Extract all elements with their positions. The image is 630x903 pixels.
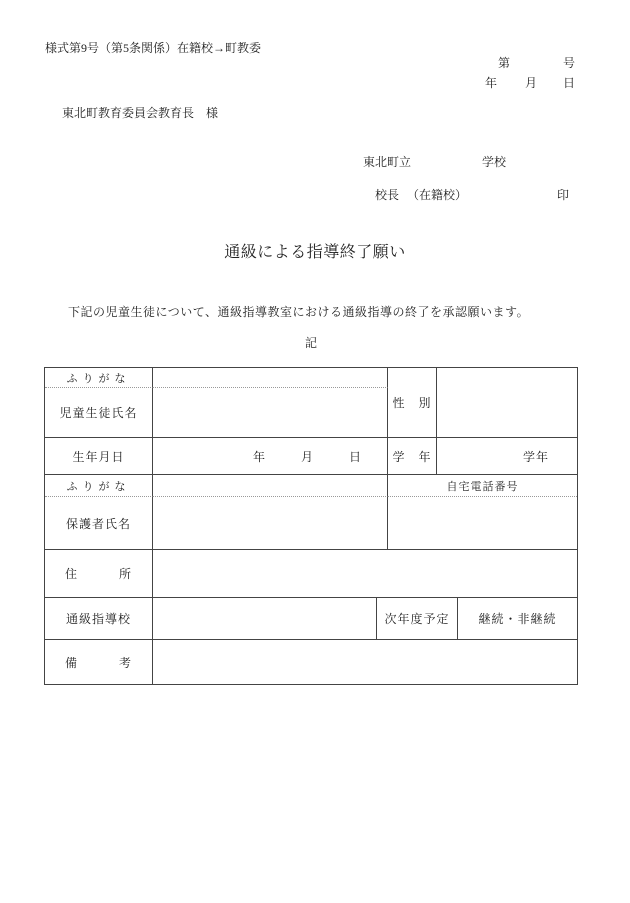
gender-value-cell: [437, 368, 577, 438]
remarks-value-cell: [153, 640, 577, 684]
enrolled-school-note: （在籍校）: [407, 188, 468, 202]
furigana2-label: ふりがな: [45, 475, 153, 497]
birth-day-label: 日: [348, 449, 361, 464]
next-year-options: 継続・非継続: [458, 598, 577, 640]
date-day-label: 日: [563, 76, 576, 90]
furigana-value-cell: [153, 368, 388, 388]
remarks-label: [45, 640, 153, 684]
birthdate-label: 生年月日: [45, 438, 153, 475]
page-title: 通級による指導終了願い: [224, 244, 406, 261]
student-info-table: [44, 367, 578, 685]
grade-value-cell: [437, 438, 577, 475]
school-prefix: 東北町立: [363, 155, 412, 169]
doc-number-suffix: 号: [563, 56, 576, 70]
address-label-right: 所: [118, 567, 132, 581]
tsukyu-school-label: 通級指導校: [45, 598, 153, 640]
remarks-label-left: 備: [65, 655, 79, 670]
principal-title: 校長: [375, 188, 400, 202]
gender-label: 性 別: [388, 368, 437, 438]
furigana-label: ふりがな: [45, 368, 153, 388]
remarks-label-right: 考: [118, 655, 132, 670]
address-label: [45, 550, 153, 598]
student-name-label: 児童生徒氏名: [45, 388, 153, 438]
grade-label: 学 年: [388, 438, 437, 475]
ki-mark: 記: [304, 336, 317, 350]
tsukyu-school-value-cell: [153, 598, 377, 640]
birth-year-label: 年: [252, 449, 265, 464]
doc-number-prefix: 第: [498, 56, 511, 70]
seal-mark: 印: [557, 188, 570, 202]
furigana2-value-cell: [153, 475, 388, 497]
date-month-label: 月: [525, 76, 538, 90]
student-name-value-cell: [153, 388, 388, 438]
phone-value-cell: [388, 497, 577, 550]
phone-label: 自宅電話番号: [388, 475, 577, 497]
body-text: 下記の児童生徒について、通級指導教室における通級指導の終了を承認願います。: [68, 305, 530, 319]
guardian-name-label: 保護者氏名: [45, 497, 153, 550]
next-year-label: 次年度予定: [377, 598, 458, 640]
birth-month-label: 月: [300, 449, 313, 464]
address-label-left: 住: [65, 567, 79, 581]
guardian-name-value-cell: [153, 497, 388, 550]
date-year-label: 年: [485, 76, 498, 90]
form-number-line: 様式第9号（第5条関係）在籍校→町教委: [45, 41, 262, 55]
grade-unit-label: 学年: [522, 449, 549, 464]
addressee-line: 東北町教育委員会教育長 様: [62, 106, 219, 120]
school-suffix: 学校: [482, 155, 507, 169]
address-value-cell: [153, 550, 577, 598]
birthdate-value-cell: [153, 438, 388, 475]
